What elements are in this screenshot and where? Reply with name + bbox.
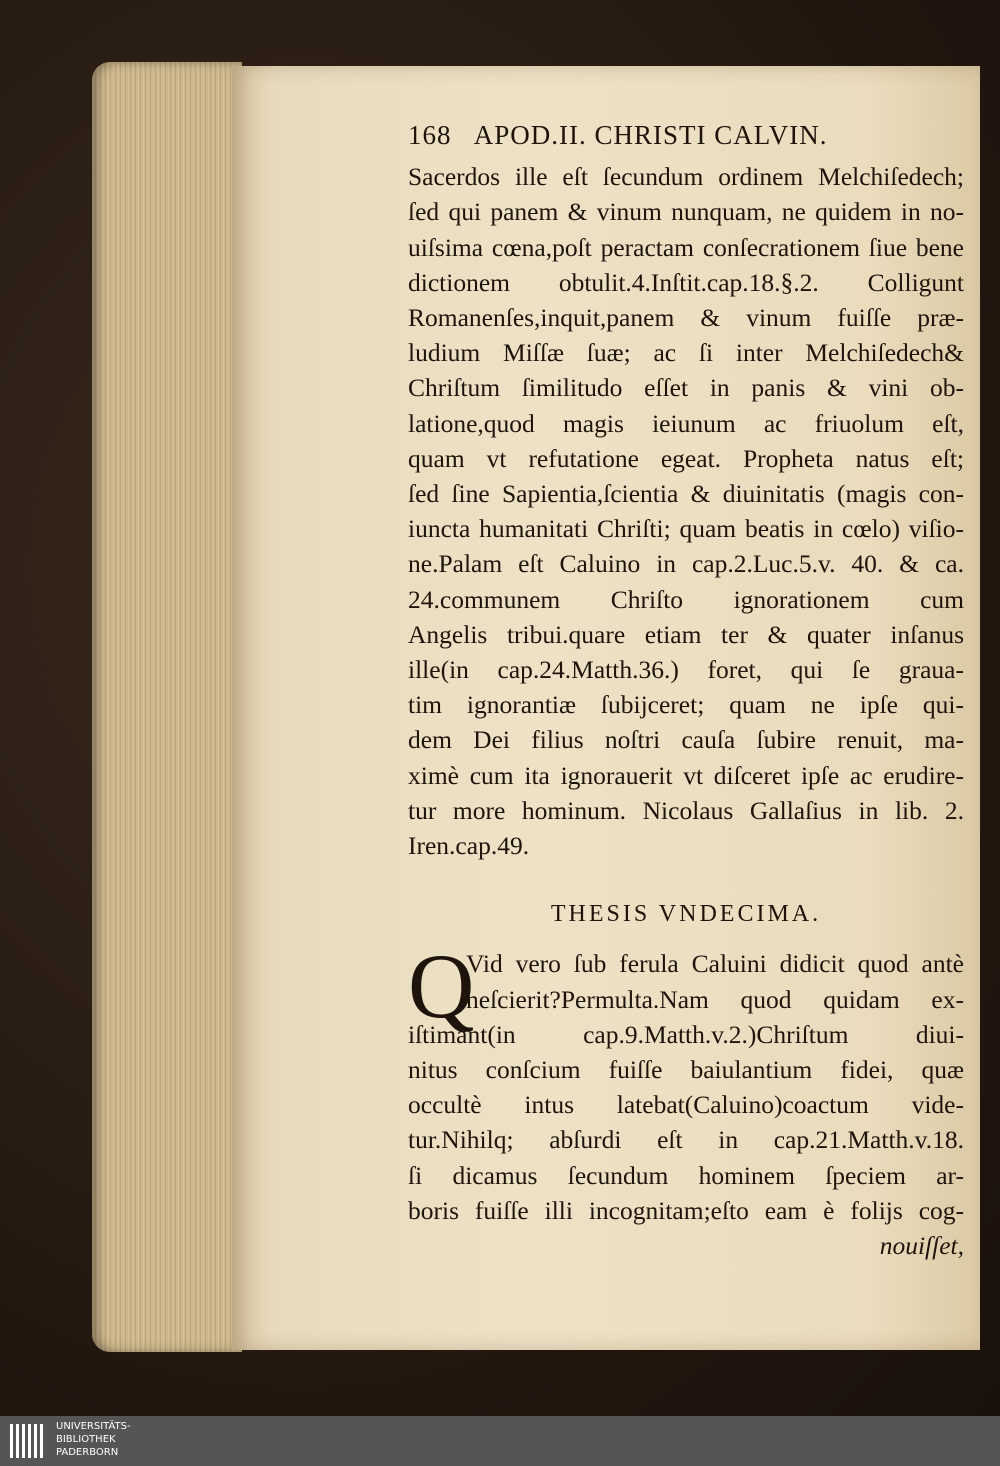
- text-line: neſcierit?Permulta.Nam quod quidam ex-: [466, 984, 964, 1014]
- text-line: Angelis tribui.quare etiam ter & quater inſanus: [408, 619, 964, 649]
- text-line: tur.Nihilq; abſurdi eſt in cap.21.Matth.v.18.: [408, 1125, 964, 1155]
- library-name: [56, 1420, 131, 1459]
- text-line: ludium Miſſæ ſuæ; ac ſi inter Melchiſedech&: [408, 338, 964, 368]
- library-footer: [0, 1416, 1000, 1466]
- text-line: tur more hominum. Nicolaus Gallaſius in lib. 2.: [408, 795, 964, 825]
- text-line: ille(in cap.24.Matth.36.) foret, qui ſe graua-: [408, 655, 964, 685]
- text-line: quam vt refutatione egeat. Propheta natus eſt;: [408, 443, 964, 473]
- catchword: nouiſſet,: [879, 1231, 964, 1261]
- text-line: ne.Palam eſt Caluino in cap.2.Luc.5.v. 40. & ca.: [408, 549, 964, 579]
- text-line: latione,quod magis ieiunum ac friuolum eſt,: [408, 408, 964, 438]
- text-line: 24.communem Chriſto ignorationem cum: [408, 584, 964, 614]
- text-line: Chriſtum ſimilitudo eſſet in panis & vini ob-: [408, 373, 964, 403]
- body-paragraph: [408, 159, 964, 863]
- text-line: boris fuiſſe illi incognitam;eſto eam è folijs cog-: [408, 1195, 964, 1225]
- library-logo-icon: [10, 1424, 50, 1458]
- text-line: Romanenſes,inquit,panem & vinum fuiſſe præ-: [408, 303, 964, 333]
- library-name-line: BIBLIOTHEK: [56, 1434, 116, 1445]
- drop-cap: Q: [408, 935, 475, 1038]
- text-line: nitus conſcium fuiſſe baiulantium fidei, quæ: [408, 1055, 964, 1085]
- text-line: iuncta humanitati Chriſti; quam beatis in cœlo) viſio-: [408, 514, 964, 544]
- library-name-line: UNIVERSITÄTS-: [56, 1421, 131, 1432]
- text-line: Sacerdos ille eſt ſecundum ordinem Melchiſedech;: [408, 162, 964, 192]
- book-page-edges: [92, 62, 242, 1352]
- text-line: uiſsima cœna,poſt peractam conſecrationem ſiue bene: [408, 232, 964, 262]
- text-line: tim ignorantiæ ſubijceret; quam ne ipſe qui-: [408, 690, 964, 720]
- text-line: dictionem obtulit.4.Inſtit.cap.18.§.2. Colligunt: [408, 267, 964, 297]
- page-number: 168: [408, 120, 452, 150]
- text-line: occultè intus latebat(Caluino)coactum vide-: [408, 1090, 964, 1120]
- page-text: [408, 118, 964, 1263]
- text-line: ſed qui panem & vinum nunquam, ne quidem in no-: [408, 197, 964, 227]
- section-heading: THESIS VNDECIMA.: [550, 901, 822, 928]
- text-line: ſed ſine Sapientia,ſcientia & diuinitatis (magis con-: [408, 479, 964, 509]
- thesis-paragraph: [408, 935, 964, 1263]
- text-line: dem Dei filius noſtri cauſa ſubire renuit, ma-: [408, 725, 964, 755]
- text-line: iſtimant(in cap.9.Matth.v.2.)Chriſtum diui-: [408, 1019, 964, 1049]
- text-line: Vid vero ſub ferula Caluini didicit quod antè: [466, 949, 964, 979]
- library-name-line: PADERBORN: [56, 1447, 119, 1458]
- text-line: Iren.cap.49.: [408, 831, 530, 861]
- running-title: APOD.II. CHRISTI CALVIN.: [473, 120, 828, 150]
- text-line: ximè cum ita ignorauerit vt diſceret ipſe ac erudire-: [408, 760, 964, 790]
- running-header: [408, 118, 964, 153]
- text-line: ſi dicamus ſecundum hominem ſpeciem ar-: [408, 1160, 964, 1190]
